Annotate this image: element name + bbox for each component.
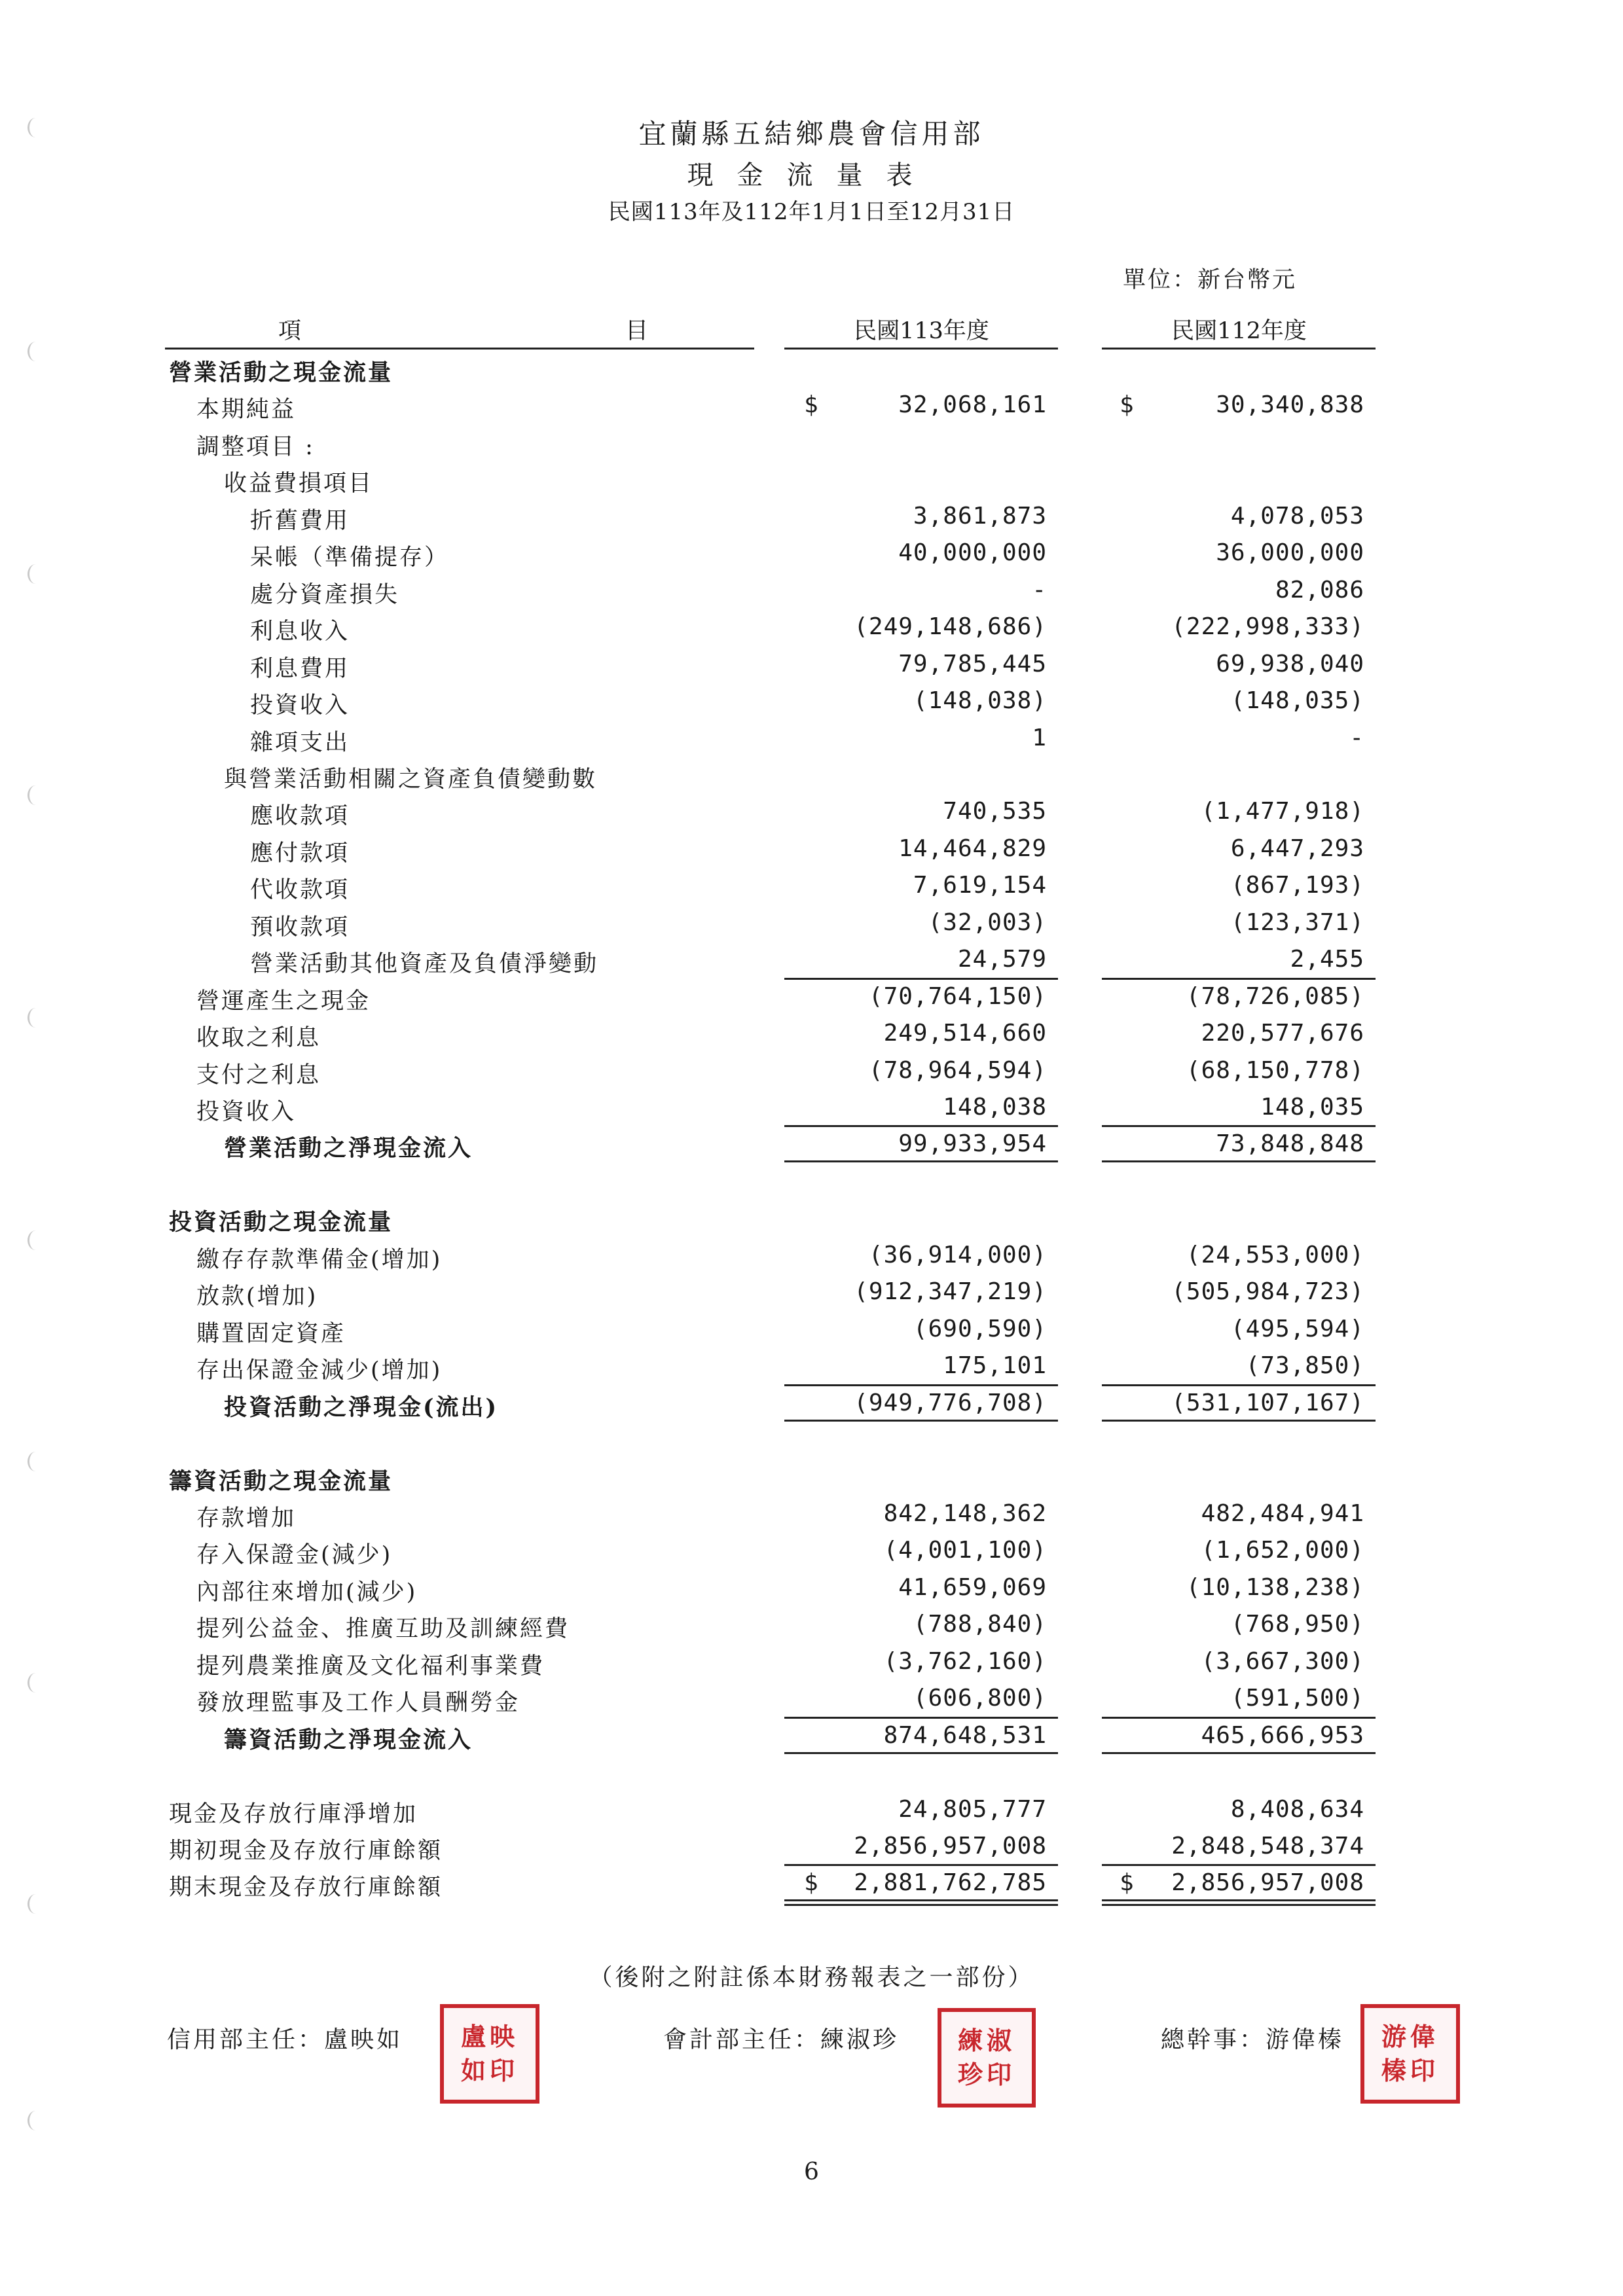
table-row <box>0 722 1623 756</box>
table-row <box>0 352 1623 386</box>
value-112: (148,035) <box>1230 687 1364 715</box>
value-112: (10,138,238) <box>1186 1573 1364 1601</box>
row-label: 存出保證金減少(增加) <box>196 1357 443 1384</box>
value-113: (4,001,100) <box>883 1537 1047 1564</box>
footnote: （後附之附註係本財務報表之一部份） <box>589 1964 1034 1991</box>
value-112: (1,477,918) <box>1201 798 1364 825</box>
grand-total-double-rule <box>1102 1904 1376 1906</box>
table-row <box>0 537 1623 571</box>
row-label: 存入保證金(減少) <box>196 1542 393 1569</box>
table-row <box>0 943 1623 977</box>
table-row <box>0 980 1623 1014</box>
value-113: (949,776,708) <box>854 1389 1047 1416</box>
value-112: 73,848,848 <box>1216 1130 1364 1158</box>
table-row <box>0 1017 1623 1051</box>
row-label: 發放理監事及工作人員酬勞金 <box>196 1690 520 1717</box>
signature-credit-director: 信用部主任：盧映如 <box>167 2026 403 2053</box>
row-label: 籌資活動之現金流量 <box>169 1467 393 1495</box>
value-113: 2,881,762,785 <box>854 1869 1047 1897</box>
value-112: (1,652,000) <box>1201 1537 1364 1564</box>
value-113: 1 <box>1032 724 1047 751</box>
value-113: 249,514,660 <box>883 1020 1047 1047</box>
value-112: - <box>1349 724 1364 751</box>
table-row <box>0 1756 1623 1790</box>
value-113: (70,764,150) <box>868 982 1047 1010</box>
value-112: 220,577,676 <box>1201 1020 1364 1047</box>
value-113: 40,000,000 <box>898 539 1047 567</box>
row-label: 提列農業推廣及文化福利事業費 <box>196 1653 545 1679</box>
value-113: 32,068,161 <box>898 391 1047 419</box>
table-row <box>0 1461 1623 1495</box>
subtotal-rule <box>1102 1717 1376 1719</box>
value-112: 8,408,634 <box>1230 1795 1364 1823</box>
row-label: 雜項支出 <box>250 729 350 756</box>
row-label: 營業活動其他資產及負債淨變動 <box>250 951 599 978</box>
row-label: 現金及存放行庫淨增加 <box>169 1801 418 1827</box>
value-112: (495,594) <box>1230 1315 1364 1342</box>
dollar-sign: $ <box>1120 1869 1135 1897</box>
table-row <box>0 1202 1623 1236</box>
table-row <box>0 833 1623 867</box>
seal-stamp <box>938 2008 1036 2108</box>
value-113: 24,805,777 <box>898 1795 1047 1823</box>
total-rule <box>784 1160 1058 1162</box>
row-label: 投資收入 <box>196 1099 297 1125</box>
table-row <box>0 574 1623 608</box>
value-112: (591,500) <box>1230 1685 1364 1712</box>
table-row <box>0 869 1623 903</box>
total-rule <box>784 1752 1058 1754</box>
subtotal-rule <box>784 1717 1058 1719</box>
value-112: 30,340,838 <box>1216 391 1364 419</box>
table-row <box>0 1571 1623 1605</box>
value-112: 2,848,548,374 <box>1171 1833 1364 1859</box>
grand-total-double-rule <box>784 1904 1058 1906</box>
value-113: (148,038) <box>913 687 1047 715</box>
value-112: (3,667,300) <box>1201 1647 1364 1675</box>
row-label: 營運產生之現金 <box>196 988 371 1014</box>
value-113: 874,648,531 <box>883 1721 1047 1749</box>
table-row <box>0 611 1623 645</box>
value-112: 69,938,040 <box>1216 650 1364 677</box>
table-row <box>0 1276 1623 1310</box>
header-underline-item <box>165 348 754 350</box>
value-112: (768,950) <box>1230 1611 1364 1638</box>
row-label: 籌資活動之淨現金流入 <box>224 1726 473 1753</box>
value-113: (606,800) <box>913 1685 1047 1712</box>
page-number: 6 <box>804 2159 819 2185</box>
value-112: (505,984,723) <box>1171 1278 1364 1306</box>
table-row <box>0 1350 1623 1384</box>
column-header-item-suffix: 目 <box>625 318 649 344</box>
value-113: 14,464,829 <box>898 834 1047 862</box>
column-header-year-113: 民國113年度 <box>854 318 989 344</box>
table-row <box>0 463 1623 497</box>
subtotal-rule <box>784 978 1058 980</box>
table-row <box>0 759 1623 793</box>
column-header-year-112: 民國112年度 <box>1171 318 1307 344</box>
value-113: 740,535 <box>943 798 1047 825</box>
total-rule <box>1102 1752 1376 1754</box>
value-112: 36,000,000 <box>1216 539 1364 567</box>
row-label: 支付之利息 <box>196 1062 321 1088</box>
value-112: (222,998,333) <box>1171 613 1364 641</box>
total-rule <box>1102 1420 1376 1422</box>
row-label: 利息收入 <box>250 619 350 645</box>
table-row <box>0 426 1623 460</box>
row-label: 投資收入 <box>250 692 350 719</box>
binder-hole <box>27 2111 44 2130</box>
seal-text: 游偉 榛印 <box>1381 2022 1439 2085</box>
value-113: (32,003) <box>928 908 1047 936</box>
row-label: 預收款項 <box>250 914 350 941</box>
row-label: 內部往來增加(減少) <box>196 1579 418 1605</box>
total-rule <box>1102 1160 1376 1162</box>
row-label: 應收款項 <box>250 803 350 830</box>
table-row <box>0 1054 1623 1088</box>
total-rule <box>784 1420 1058 1422</box>
row-label: 處分資產損失 <box>250 581 400 608</box>
table-row <box>0 648 1623 682</box>
row-label: 調整項目 : <box>196 433 315 460</box>
row-label: 代收款項 <box>250 877 350 904</box>
seal-text: 練淑 珍印 <box>957 2026 1015 2089</box>
table-row <box>0 1313 1623 1347</box>
value-113: (912,347,219) <box>854 1278 1047 1306</box>
table-row <box>0 685 1623 719</box>
row-label: 呆帳（準備提存） <box>250 545 450 571</box>
row-label: 利息費用 <box>250 655 350 682</box>
value-112: 148,035 <box>1260 1094 1364 1121</box>
table-row <box>0 1645 1623 1679</box>
table-row <box>0 1091 1623 1125</box>
value-113: - <box>1032 576 1047 603</box>
seal-stamp <box>440 2004 539 2104</box>
seal-stamp <box>1360 2004 1460 2104</box>
row-label: 投資活動之淨現金(流出) <box>224 1393 499 1421</box>
subtotal-rule <box>1102 978 1376 980</box>
row-label: 投資活動之現金流量 <box>169 1209 393 1236</box>
value-112: (68,150,778) <box>1186 1056 1364 1084</box>
row-label: 收取之利息 <box>196 1025 321 1052</box>
value-112: 4,078,053 <box>1230 502 1364 529</box>
value-112: (73,850) <box>1245 1352 1364 1380</box>
statement-period: 民國113年及112年1月1日至12月31日 <box>608 199 1015 225</box>
table-row <box>0 1867 1623 1901</box>
column-header-item: 項 <box>278 318 302 344</box>
value-112: (531,107,167) <box>1171 1389 1364 1416</box>
row-label: 收益費損項目 <box>224 471 374 497</box>
row-label: 放款(增加) <box>196 1283 318 1310</box>
row-label: 期末現金及存放行庫餘額 <box>169 1874 443 1901</box>
value-113: 99,933,954 <box>898 1130 1047 1158</box>
subtotal-rule <box>784 1384 1058 1386</box>
value-113: (3,762,160) <box>883 1647 1047 1675</box>
row-label: 購置固定資產 <box>196 1320 346 1347</box>
dollar-sign: $ <box>804 391 819 419</box>
table-row <box>0 500 1623 534</box>
table-row <box>0 1239 1623 1273</box>
row-label: 繳存存款準備金(增加) <box>196 1246 443 1273</box>
value-113: 24,579 <box>957 946 1047 973</box>
value-112: 82,086 <box>1275 576 1364 603</box>
signature-general-manager: 總幹事：游偉榛 <box>1161 2026 1345 2053</box>
table-row <box>0 389 1623 423</box>
table-row <box>0 1128 1623 1162</box>
value-113: 7,619,154 <box>913 872 1047 899</box>
table-row <box>0 1498 1623 1532</box>
table-row <box>0 1424 1623 1458</box>
table-row <box>0 1534 1623 1568</box>
value-113: (78,964,594) <box>868 1056 1047 1084</box>
value-112: 482,484,941 <box>1201 1499 1364 1527</box>
value-113: (249,148,686) <box>854 613 1047 641</box>
value-112: (867,193) <box>1230 872 1364 899</box>
value-113: 2,856,957,008 <box>854 1833 1047 1859</box>
currency-unit: 單位：新台幣元 <box>1123 267 1298 293</box>
subtotal-rule <box>1102 1384 1376 1386</box>
table-row <box>0 1387 1623 1421</box>
row-label: 折舊費用 <box>250 507 350 534</box>
row-label: 營業活動之淨現金流入 <box>224 1135 473 1162</box>
table-row <box>0 1830 1623 1864</box>
row-label: 存款增加 <box>196 1505 297 1532</box>
value-113: (788,840) <box>913 1611 1047 1638</box>
row-label: 應付款項 <box>250 840 350 867</box>
value-113: 842,148,362 <box>883 1499 1047 1527</box>
row-label: 本期純益 <box>196 397 297 423</box>
value-112: (78,726,085) <box>1186 982 1364 1010</box>
row-label: 期初現金及存放行庫餘額 <box>169 1838 443 1864</box>
row-label: 營業活動之現金流量 <box>169 359 393 386</box>
signature-accounting-director: 會計部主任：練淑珍 <box>663 2026 900 2053</box>
value-112: (123,371) <box>1230 908 1364 936</box>
subtotal-rule <box>1102 1864 1376 1866</box>
value-113: 41,659,069 <box>898 1573 1047 1601</box>
value-112: 6,447,293 <box>1230 834 1364 862</box>
dollar-sign: $ <box>804 1869 819 1897</box>
value-113: (36,914,000) <box>868 1241 1047 1268</box>
value-113: 3,861,873 <box>913 502 1047 529</box>
header-underline-112 <box>1102 348 1376 350</box>
value-113: 79,785,445 <box>898 650 1047 677</box>
value-112: (24,553,000) <box>1186 1241 1364 1268</box>
value-113: 175,101 <box>943 1352 1047 1380</box>
value-112: 2,455 <box>1290 946 1364 973</box>
table-row <box>0 1608 1623 1642</box>
statement-title: 現金流量表 <box>687 160 936 190</box>
grand-total-rule <box>784 1899 1058 1901</box>
table-row <box>0 1719 1623 1753</box>
table-row <box>0 906 1623 941</box>
value-113: (690,590) <box>913 1315 1047 1342</box>
header-underline-113 <box>784 348 1058 350</box>
row-label: 提列公益金、推廣互助及訓練經費 <box>196 1616 570 1643</box>
grand-total-rule <box>1102 1899 1376 1901</box>
value-113: 148,038 <box>943 1094 1047 1121</box>
seal-text: 盧映 如印 <box>460 2022 519 2085</box>
value-112: 465,666,953 <box>1201 1721 1364 1749</box>
table-row <box>0 1793 1623 1827</box>
row-label: 與營業活動相關之資產負債變動數 <box>224 766 598 793</box>
table-row <box>0 795 1623 829</box>
value-112: 2,856,957,008 <box>1171 1869 1364 1897</box>
subtotal-rule <box>784 1864 1058 1866</box>
subtotal-rule <box>784 1125 1058 1127</box>
dollar-sign: $ <box>1120 391 1135 419</box>
table-row <box>0 1165 1623 1199</box>
table-row <box>0 1682 1623 1716</box>
company-name: 宜蘭縣五結鄉農會信用部 <box>638 118 985 150</box>
subtotal-rule <box>1102 1125 1376 1127</box>
